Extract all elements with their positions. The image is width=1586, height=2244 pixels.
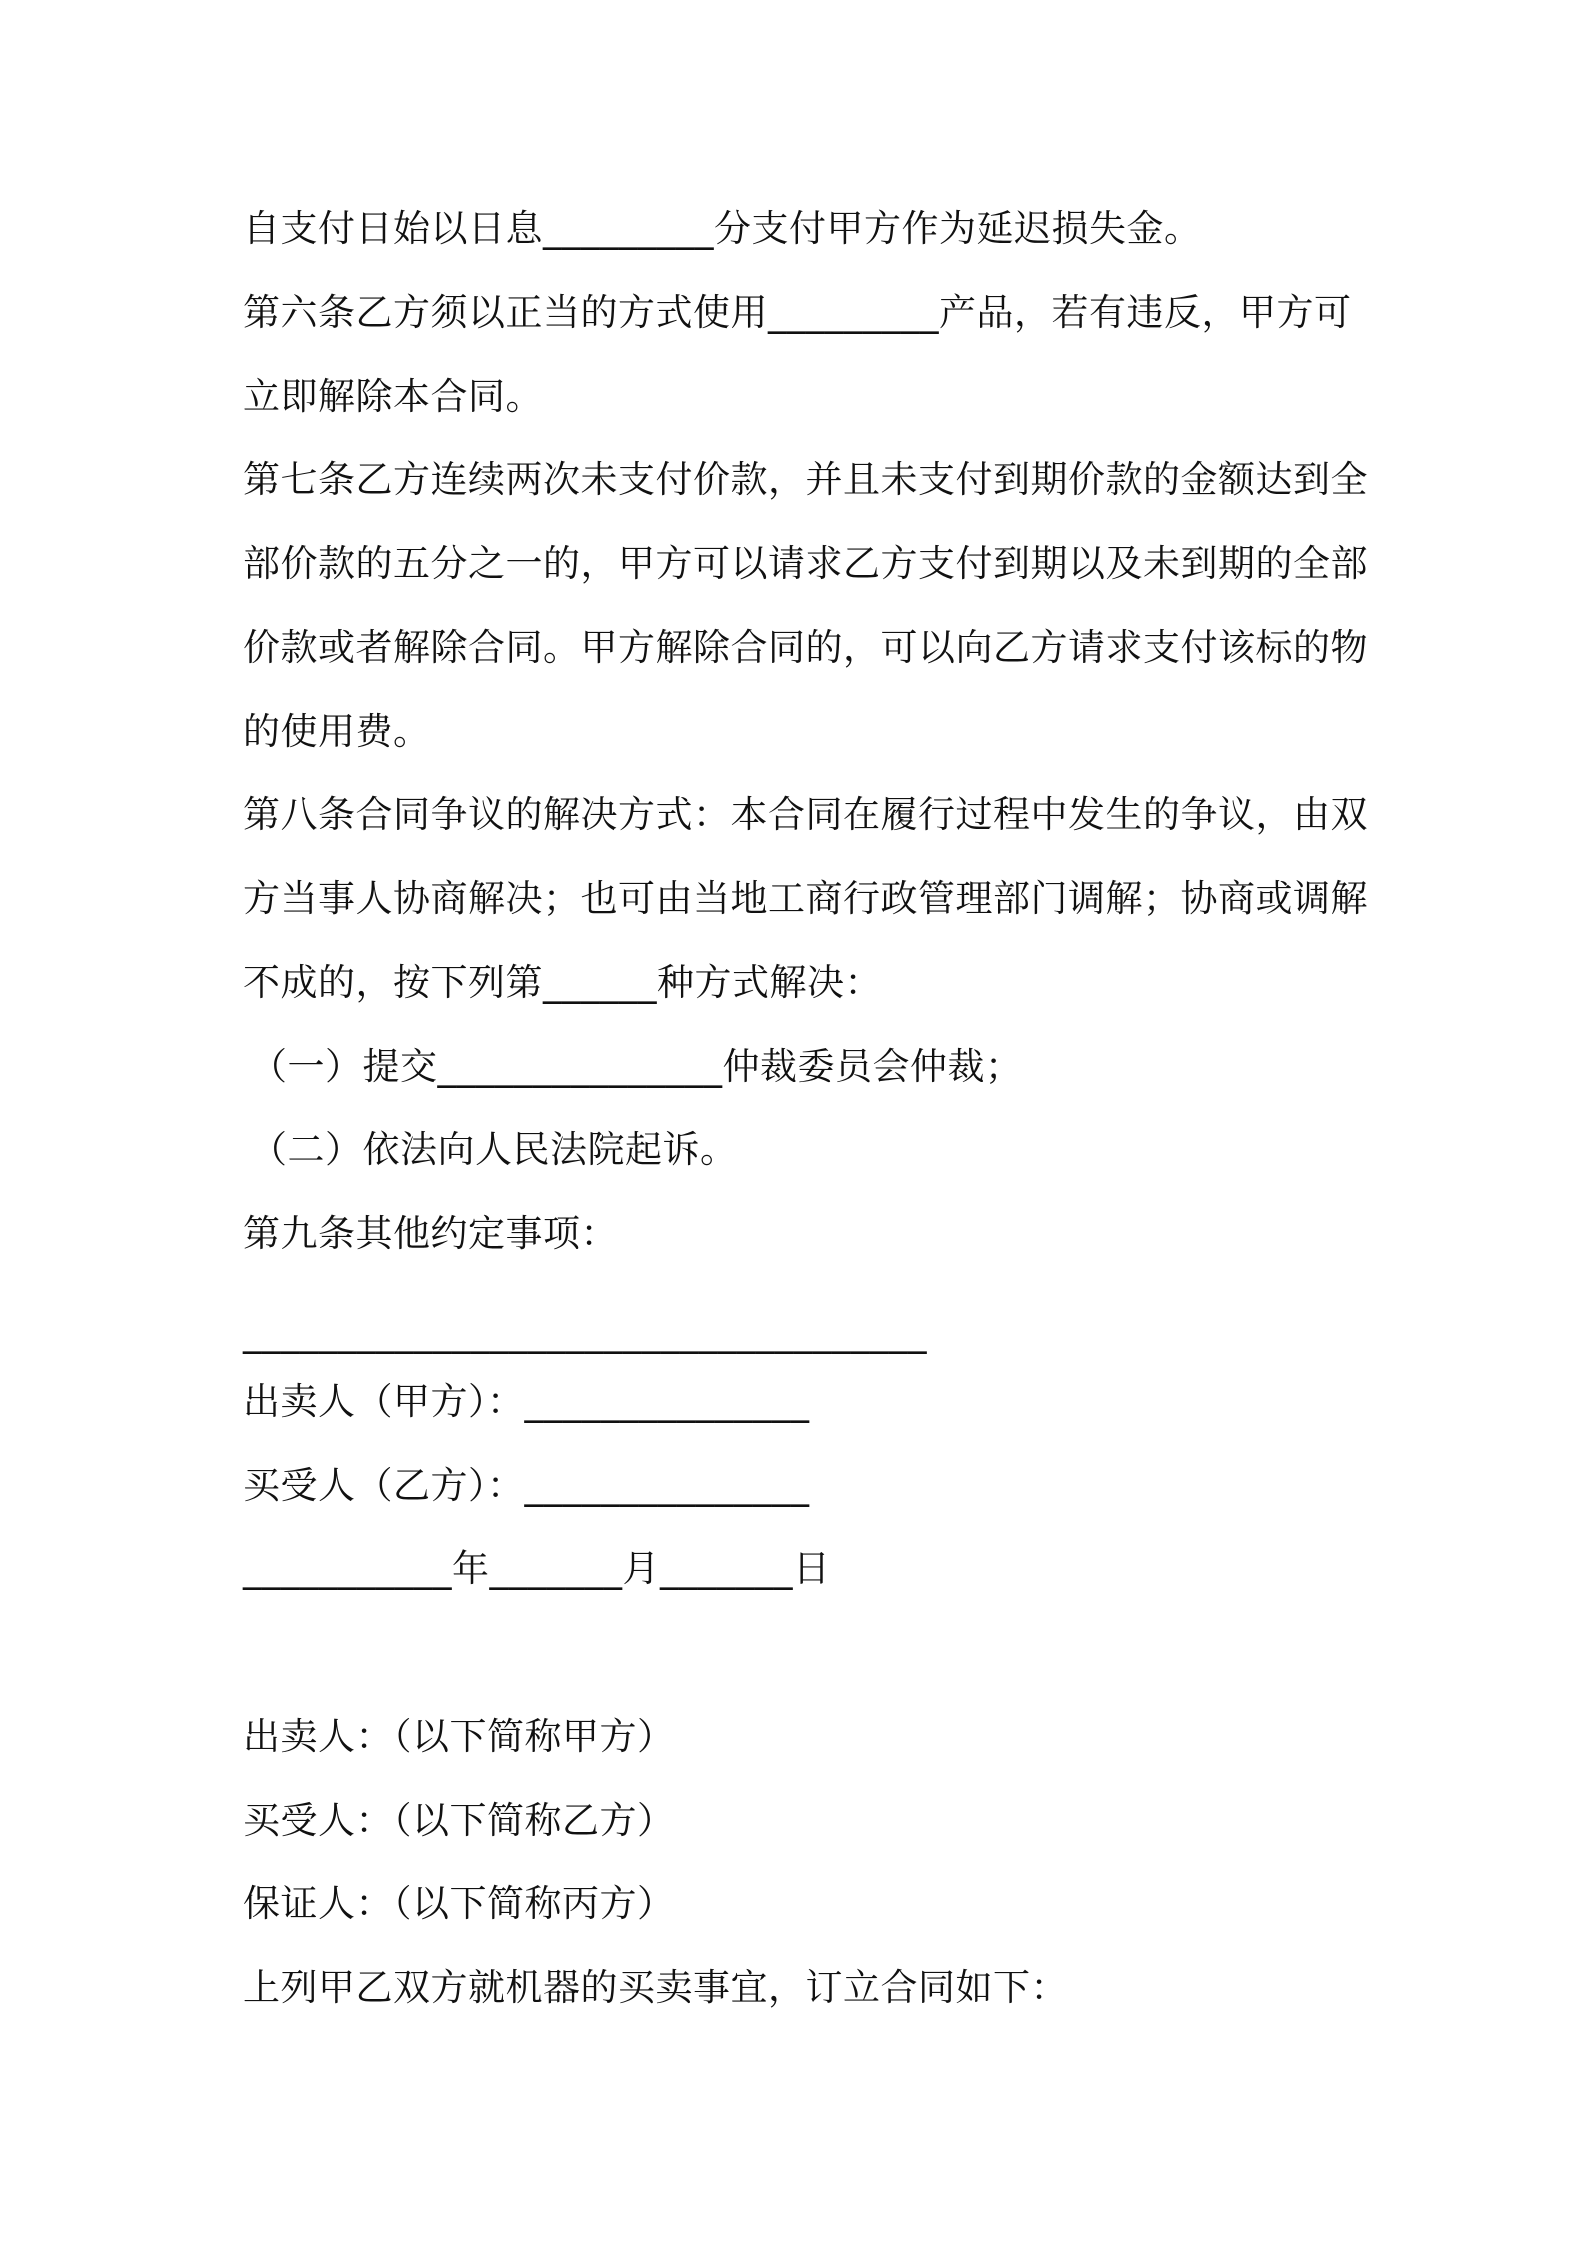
- clause-8-line-2: 方当事人协商解决；也可由当地工商行政管理部门调解；协商或调解: [243, 877, 1368, 920]
- clause-6-line-1: 第六条乙方须以正当的方式使用_________产品，若有违反，甲方可: [243, 291, 1352, 334]
- clause-7-line-3: 价款或者解除合同。甲方解除合同的，可以向乙方请求支付该标的物: [243, 626, 1368, 669]
- contract-preamble: 上列甲乙双方就机器的买卖事宜，订立合同如下：: [243, 1966, 1068, 2009]
- clause-9-title: 第九条其他约定事项：: [243, 1212, 618, 1255]
- other-terms-blank: ____________________________________: [243, 1311, 927, 1354]
- clause-5-penalty-line: 自支付日始以日息_________分支付甲方作为延迟损失金。: [243, 207, 1202, 250]
- clause-7-line-1: 第七条乙方连续两次未支付价款，并且未支付到期价款的金额达到全: [243, 458, 1368, 501]
- clause-8-line-1: 第八条合同争议的解决方式：本合同在履行过程中发生的争议，由双: [243, 793, 1368, 836]
- seller-signature-line: 出卖人（甲方）：_______________: [243, 1380, 810, 1423]
- signature-date-line: ___________年_______月_______日: [243, 1547, 831, 1590]
- clause-8-option-2: （二）依法向人民法院起诉。: [250, 1128, 738, 1171]
- guarantor-intro: 保证人：（以下简称丙方）: [243, 1882, 675, 1925]
- clause-7-line-2: 部价款的五分之一的，甲方可以请求乙方支付到期以及未到期的全部: [243, 542, 1368, 585]
- clause-7-line-4: 的使用费。: [243, 710, 431, 753]
- clause-8-option-1: （一）提交_______________仲裁委员会仲裁；: [250, 1045, 1023, 1088]
- buyer-intro: 买受人：（以下简称乙方）: [243, 1799, 675, 1842]
- clause-6-line-2: 立即解除本合同。: [243, 375, 543, 418]
- buyer-signature-line: 买受人（乙方）：_______________: [243, 1464, 810, 1507]
- clause-8-line-3: 不成的，按下列第______种方式解决：: [243, 961, 882, 1004]
- seller-intro: 出卖人：（以下简称甲方）: [243, 1715, 675, 1758]
